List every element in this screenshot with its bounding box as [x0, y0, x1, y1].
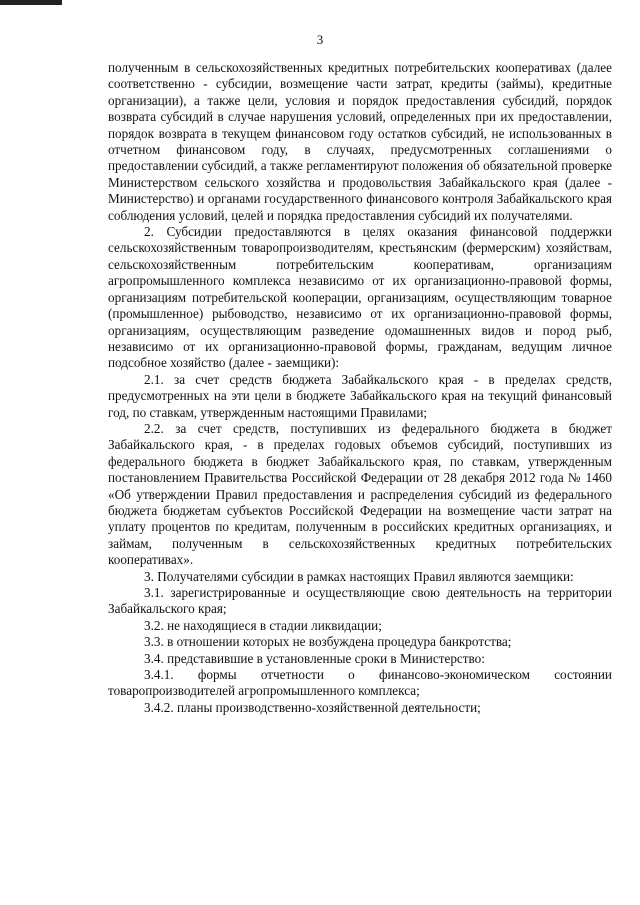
paragraph-clause-3-3: 3.3. в отношении которых не возбуждена процедура банкротства; [144, 634, 512, 650]
paragraph-continuation: полученным в сельскохозяйственных кредитных потребительских кооперативах (далее соответственно - субсидии, возмещение части затрат, кредиты (займы), кредитные организации), а также цели, условия и порядок предоставления субсидий, порядок возврата субсидий в случае нарушения условий, определенных при их предоставлении, порядок возврата в текущем финансовом году остатков субсидий, не использованных в отчетном финансовом году, в случаях, предусмотренных соглашениями о предоставлении субсидий, а также регламентируют положения об обязательной проверке Министерством сельского хозяйства и продовольствия Забайкальского края (далее - Министерство) и органами государственного финансового контроля Забайкальского края соблюдения условий, целей и порядка предоставления субсидий их получателями. [108, 60, 612, 223]
paragraph-clause-3-2: 3.2. не находящиеся в стадии ликвидации; [144, 617, 382, 633]
paragraph-clause-2-2: 2.2. за счет средств, поступивших из федерального бюджета в бюджет Забайкальского края, - в пределах годовых объемов субсидий, поступивших из федерального бюджета в бюджет Забайкальского края, по ставкам, утвержденным постановлением Правительства Российской Федерации от 28 декабря 2012 года № 1460 «Об утверждении Правил предоставления и распределения субсидий из федерального бюджета бюджетам субъектов Российской Федерации на возмещение части затрат на уплату процентов по кредитам, полученным в российских кредитных организациях, и займам, полученным в сельскохозяйственных кредитных потребительских кооперативах». [108, 420, 612, 568]
paragraph-clause-2: 2. Субсидии предоставляются в целях оказания финансовой поддержки сельскохозяйственным товаропроизводителям, крестьянским (фермерским) хозяйствам, сельскохозяйственным потребительским кооперативам, организациям агропромышленного комплекса независимо от их организационно-правовой формы, организациям потребительской кооперации, организациям, осуществляющим товарное (промышленное) рыбоводство, независимо от их организационно-правовой формы, организациям, осуществляющим разведение одомашненных видов и пород рыб, независимо от их организационно-правовой формы, гражданам, ведущим личное подсобное хозяйство (далее - заемщики): [108, 224, 612, 371]
scan-edge-mark [0, 0, 62, 5]
paragraph-clause-3-4-1: 3.4.1. формы отчетности о финансово-экономическом состоянии товаропроизводителей агропромышленного комплекса; [108, 667, 612, 699]
paragraph-clause-2-1: 2.1. за счет средств бюджета Забайкальского края - в пределах средств, предусмотренных на эти цели в бюджете Забайкальского края на текущий финансовый год, по ставкам, утвержденным настоящими Правилами; [108, 371, 612, 420]
document-body [108, 60, 612, 716]
paragraph-clause-3-1: 3.1. зарегистрированные и осуществляющие свою деятельность на территории Забайкальского края; [108, 585, 612, 617]
paragraph-clause-3-4-2: 3.4.2. планы производственно-хозяйственной деятельности; [144, 699, 481, 715]
page-number: 3 [316, 32, 324, 47]
paragraph-clause-3-4: 3.4. представившие в установленные сроки в Министерство: [144, 650, 485, 666]
paragraph-clause-3: 3. Получателями субсидии в рамках настоящих Правил являются заемщики: [144, 568, 574, 584]
